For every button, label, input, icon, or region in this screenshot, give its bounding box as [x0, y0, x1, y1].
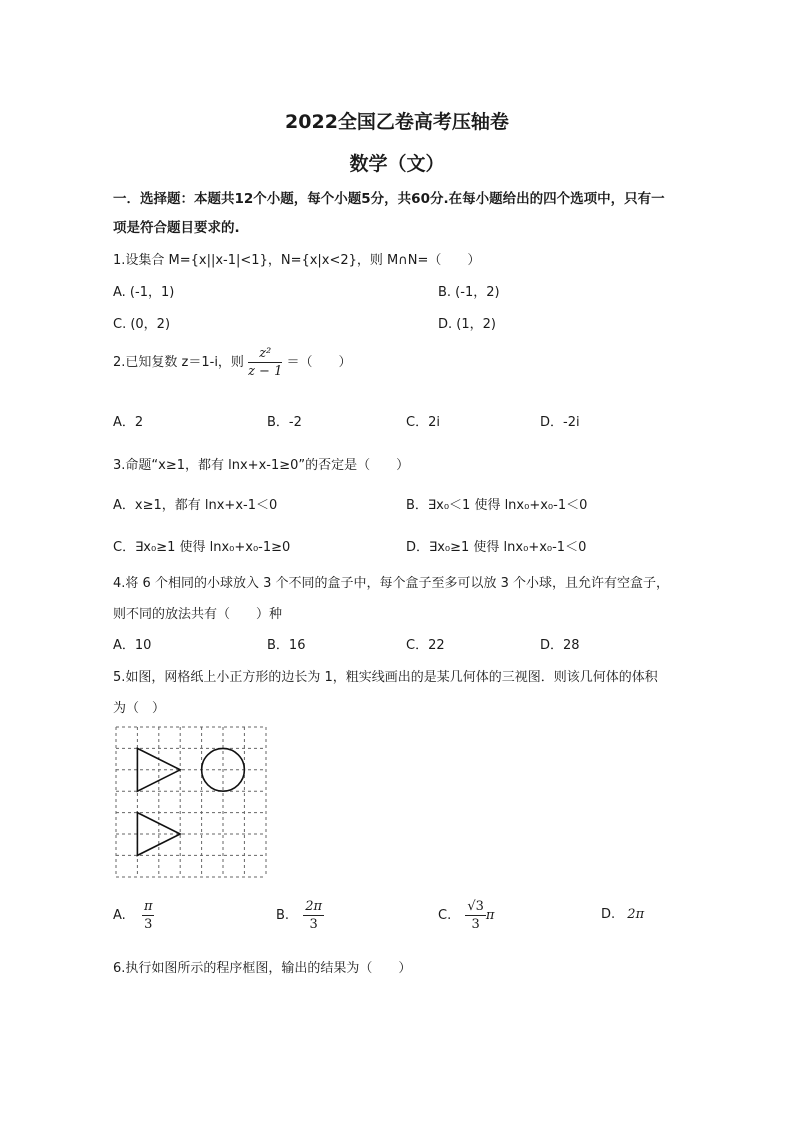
- section-heading-line2: 项是符合题目要求的.: [113, 220, 240, 236]
- q3-option-a: A．x≥1，都有 lnx+x-1＜0: [113, 498, 278, 513]
- q4-stem-line1: 4.将 6 个相同的小球放入 3 个不同的盒子中，每个盒子至多可以放 3 个小球，且允许有空盒子，: [113, 576, 670, 591]
- section-heading-line1: 一．选择题：本题共12个小题，每个小题5分，共60分.在每小题给出的四个选项中，只有一: [113, 191, 665, 207]
- q1-option-d: D. (1，2): [438, 317, 496, 332]
- q3-stem: 3.命题“x≥1，都有 lnx+x-1≥0”的否定是（ ）: [113, 458, 410, 473]
- q2-stem-prefix: 2.已知复数 z＝1-i，则: [113, 355, 244, 370]
- q5-option-a-den: 3: [144, 917, 153, 932]
- q5-option-a-label: A.: [113, 908, 126, 923]
- q5-option-b-label: B.: [276, 908, 290, 923]
- q2-fraction: [248, 345, 282, 380]
- three-view-grid-figure: [114, 725, 270, 881]
- q1-option-b: B. (-1，2): [438, 285, 500, 300]
- q2-fraction-denominator: z − 1: [248, 364, 283, 379]
- q4-option-d: D．28: [540, 638, 580, 653]
- q2-option-b: B．-2: [267, 415, 302, 430]
- q4-option-a: A．10: [113, 638, 152, 653]
- q5-option-a: [113, 898, 154, 933]
- q2-option-d: D．-2i: [540, 415, 580, 430]
- q2-stem: [113, 345, 352, 380]
- q5-option-b-den: 3: [309, 917, 318, 932]
- q5-option-b-num: 2π: [305, 899, 323, 914]
- q5-option-a-num: π: [143, 899, 153, 914]
- q5-option-a-fraction: [142, 898, 155, 933]
- q5-option-c-label: C.: [438, 908, 452, 923]
- q5-option-d-label: D.: [601, 907, 616, 922]
- q4-stem-line2: 则不同的放法共有（ ）种: [113, 607, 283, 622]
- q5-option-c-fraction: [465, 898, 486, 933]
- q3-option-b: B．∃x₀＜1 使得 lnx₀+x₀-1＜0: [406, 498, 588, 513]
- q4-option-b: B．16: [267, 638, 306, 653]
- q1-stem: 1.设集合 M={x||x-1|<1}，N={x|x<2}，则 M∩N=（ ）: [113, 253, 481, 268]
- q2-stem-suffix: ＝（ ）: [286, 355, 352, 370]
- q5-stem-line1: 5.如图，网格纸上小正方形的边长为 1，粗实线画出的是某几何体的三视图．则该几何体的体积: [113, 670, 658, 685]
- q2-fraction-numerator: z²: [248, 345, 282, 363]
- page-title: 2022全国乙卷高考压轴卷: [285, 111, 509, 133]
- q5-stem-line2: 为（ ）: [113, 701, 166, 716]
- q1-option-a: A. (-1，1): [113, 285, 175, 300]
- q6-stem: 6.执行如图所示的程序框图，输出的结果为（ ）: [113, 961, 412, 976]
- q3-option-c: C．∃x₀≥1 使得 lnx₀+x₀-1≥0: [113, 540, 291, 555]
- q5-option-d: [601, 907, 644, 922]
- q2-option-a: A．2: [113, 415, 144, 430]
- q1-option-c: C. (0，2): [113, 317, 171, 332]
- q3-option-d: D．∃x₀≥1 使得 lnx₀+x₀-1＜0: [406, 540, 587, 555]
- q4-option-c: C．22: [406, 638, 445, 653]
- q5-option-c-num: √3: [467, 899, 484, 914]
- q5-option-c: [438, 898, 494, 933]
- q2-option-c: C．2i: [406, 415, 440, 430]
- q5-option-d-value: 2π: [627, 907, 645, 922]
- q5-option-c-suffix: π: [485, 908, 495, 923]
- q5-option-c-den: 3: [471, 917, 480, 932]
- page-subtitle: 数学（文）: [349, 153, 445, 175]
- q5-option-b-fraction: [303, 898, 324, 933]
- q5-option-b: [276, 898, 324, 933]
